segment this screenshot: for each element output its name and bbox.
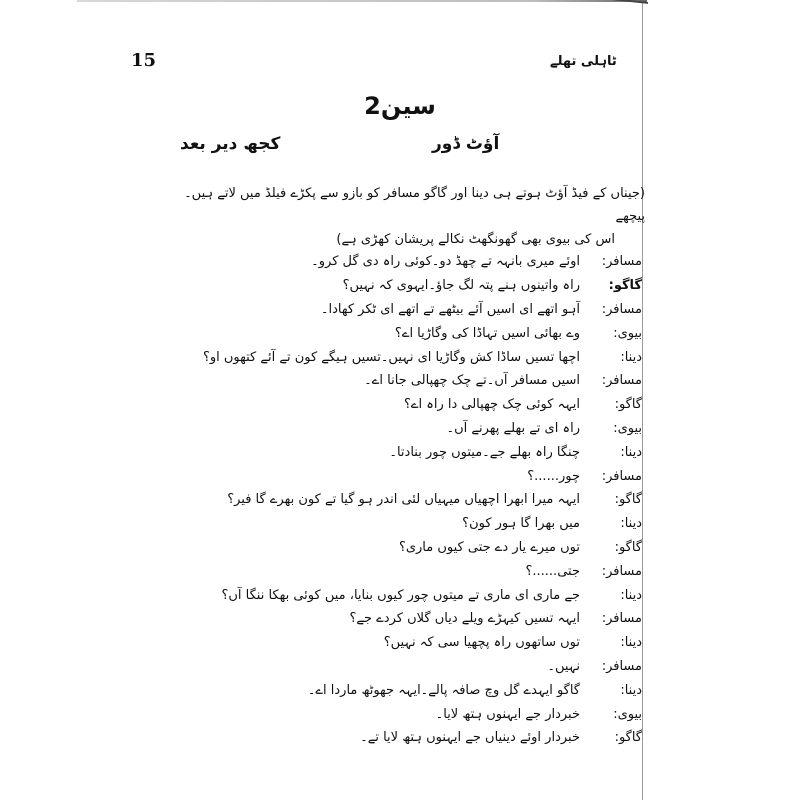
dialogue-line [162,631,642,655]
dialogue-line [162,250,642,274]
speaker: دینا: [620,635,642,651]
dialogue-line [162,369,642,393]
stage-direction-line: اس کی بیوی بھی گھونگھٹ نکالے پریشان کھڑی ہے) [336,232,615,247]
dialogue-text: وے بھائی اسیں تہاڈا کی وگاڑیا اے؟ [394,325,580,341]
dialogue-text: چور......؟ [527,468,580,484]
speaker: گاگو: [614,730,642,746]
dialogue-line [162,345,642,369]
dialogue-text: چنگا راہ بھلے جے۔میتوں چور بنادتا۔ [389,444,580,460]
dialogue-text: جتی......؟ [525,563,580,579]
running-header: ٹاہلی تھلے [550,54,617,69]
speaker: مسافر: [601,563,642,579]
speaker: بیوی: [613,706,642,722]
dialogue-line [162,702,642,726]
dialogue-list [162,250,642,750]
scene-time: کجھ دیر بعد [180,134,281,154]
dialogue-text: اوئے میری بانہہ تے چھڈ دو۔کوئی راہ دی گل کرو۔ [311,254,580,270]
dialogue-line [162,726,642,750]
speaker: مسافر: [601,373,642,389]
stage-direction-line: (جیناں کے فیڈ آؤٹ ہوتے ہی دینا اور گاگو مسافر کو بازو سے پکڑے فیلڈ میں لاتے ہیں۔ پیچھے [184,186,645,224]
speaker: دینا: [620,587,642,603]
dialogue-line [162,512,642,536]
speaker: مسافر: [601,658,642,674]
scene-title: سین2 [364,92,436,120]
dialogue-text: جے ماری ای ماری تے میتوں چور کیوں بنایا، میں کوئی بھکا ننگا آں؟ [221,587,580,603]
dialogue-line [162,393,642,417]
dialogue-text: گاگو ایہدے گل وچ صافہ پالے۔ایہہ جھوٹھ ماردا اے۔ [307,682,580,698]
scene-location: آؤٹ ڈور [432,134,500,154]
page-number: 15 [131,50,157,71]
dialogue-line [162,488,642,512]
dialogue-line [162,559,642,583]
dialogue-text: توں ساتھوں راہ پچھیا سی کہ نہیں؟ [383,635,580,651]
speaker: گاگو: [614,539,642,555]
dialogue-text: ایہہ تسیں کیہڑے ویلے دیاں گلاں کردے جے؟ [349,611,580,627]
dialogue-text: اسیں مسافر آں۔تے چک چھپالی جانا اے۔ [364,373,580,389]
dialogue-line [162,536,642,560]
dialogue-text: آہو اتھے ای اسیں آئے بیٹھے تے اتھے ای ٹکر کھادا۔ [320,301,580,317]
dialogue-line [162,274,642,298]
dialogue-text: توں میرے یار دے جتی کیوں ماری؟ [398,539,580,555]
dialogue-line [162,655,642,679]
dialogue-text: میں بھرا گا ہور کون؟ [462,516,580,532]
speaker: گاگو: [608,278,642,294]
speaker: گاگو: [614,397,642,413]
speaker: مسافر: [601,611,642,627]
speaker: بیوی: [613,325,642,341]
dialogue-line [162,440,642,464]
speaker: دینا: [620,349,642,365]
dialogue-text: خبردار جے ایہنوں ہتھ لایا۔ [435,706,580,722]
dialogue-text: اچھا تسیں ساڈا کش وگاڑیا ای نہیں۔تسیں ہیگے کون تے آئے کتھوں او؟ [202,349,580,365]
dialogue-text: ایہہ میرا ابھرا اچھیاں میہیاں لئی اندر ہو گیا تے کون بھرے گا فیر؟ [227,492,580,508]
speaker: گاگو: [614,492,642,508]
dialogue-line [162,583,642,607]
speaker: دینا: [620,516,642,532]
speaker: مسافر: [601,301,642,317]
dialogue-line [162,678,642,702]
dialogue-text: راہ ای تے بھلے پھرنے آں۔ [446,420,580,436]
dialogue-line [162,417,642,441]
dialogue-line [162,607,642,631]
dialogue-text: راہ واتینوں ہنے پتہ لگ جاؤ۔ایہوی کہ نہیں؟ [342,278,580,294]
page-top-edge [77,0,647,2]
stage-direction [165,182,645,251]
dialogue-text: خبردار اوئے دینیاں جے ایہنوں ہتھ لایا تے۔ [360,730,580,746]
dialogue-line [162,464,642,488]
speaker: مسافر: [601,468,642,484]
speaker: بیوی: [613,420,642,436]
dialogue-text: نہیں۔ [547,658,580,674]
dialogue-text: ایہہ کوئی چک چھپالی دا راہ اے؟ [403,397,580,413]
speaker: دینا: [620,682,642,698]
dialogue-line [162,298,642,322]
dialogue-line [162,321,642,345]
speaker: مسافر: [601,254,642,270]
speaker: دینا: [620,444,642,460]
